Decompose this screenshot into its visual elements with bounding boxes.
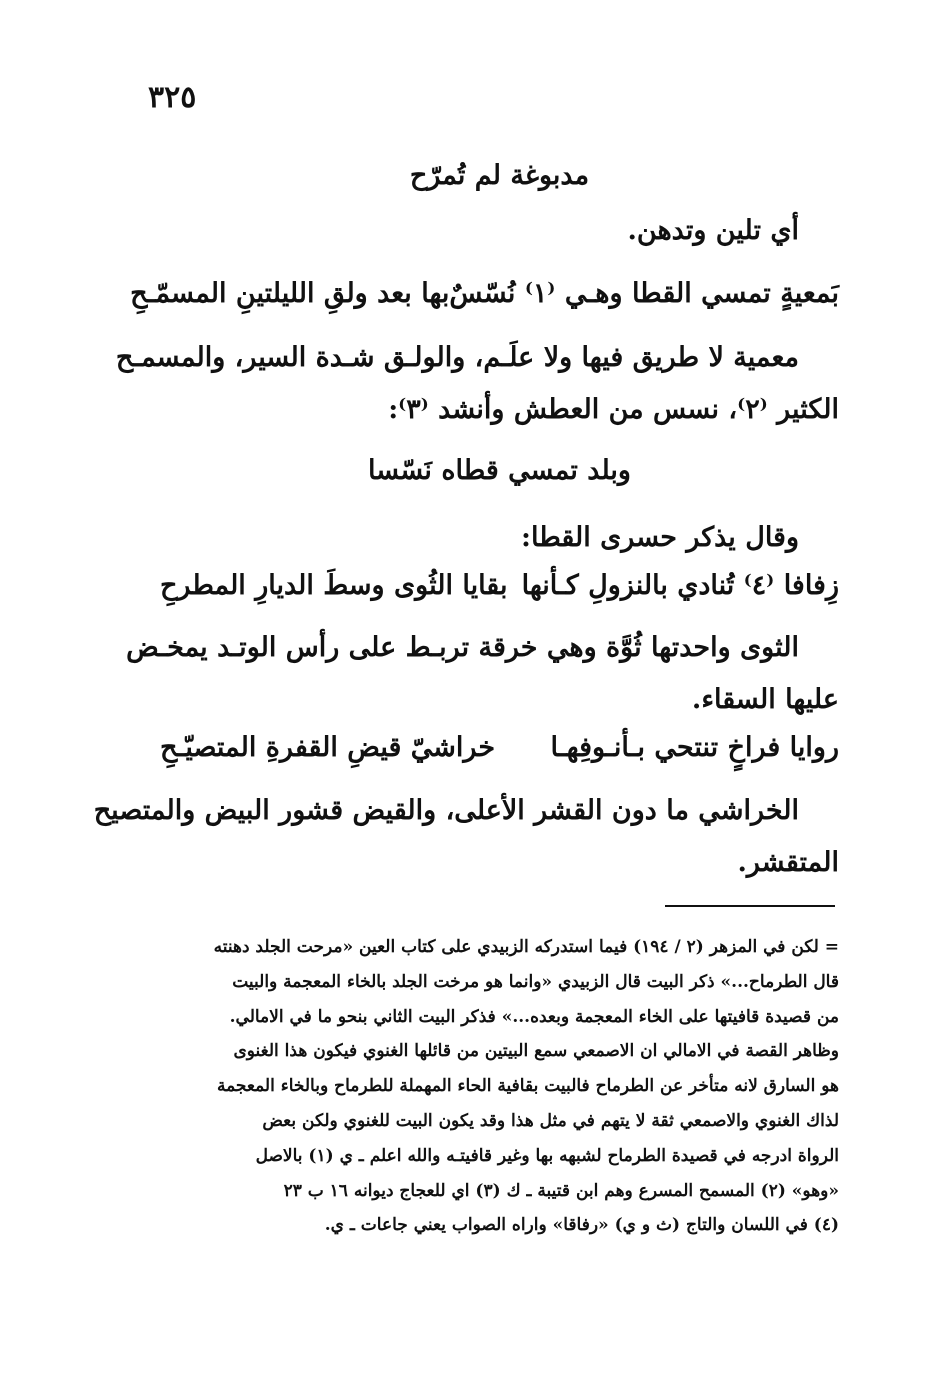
footnote-line: وظاهر القصة في الامالي ان الاصمعي سمع البيتين من قائلها الغنوي فيكون هذا الغنوى xyxy=(233,1041,839,1062)
footnote-divider xyxy=(665,905,835,907)
commentary-2-line-2: عليها السقاء. xyxy=(691,684,839,715)
verse-2 xyxy=(160,560,839,612)
commentary-1-line-2: الكثير ⁽٢⁾، نسس من العطش وأنشد ⁽٣⁾: xyxy=(388,394,839,425)
intro-line-text: وقال يذكر حسرى القطا: xyxy=(521,522,799,553)
footnote-line: (٤) في اللسان والتاج (ث و ي) «رفاقا» واراه الصواب يعني جاعات ـ ي. xyxy=(324,1215,839,1236)
verse-3-first-hemistich: روايا فراخٍ تنتحي بـأنـوفِهـا xyxy=(550,732,839,763)
commentary-3-line-2: المتقشر. xyxy=(737,847,839,878)
verse-1 xyxy=(130,268,839,320)
explanation-text: أي تلين وتدهن. xyxy=(627,215,799,246)
commentary-paragraph-2 xyxy=(126,622,839,726)
verse-3 xyxy=(160,722,839,774)
verse-2-first-hemistich: زِفافا ⁽٤⁾ تُنادي بالنزولِ كـأنها xyxy=(521,570,839,601)
footnote-line: = لكن في المزهر (٢ / ١٩٤) فيما استدركه الزبيدي على كتاب العين «مرحت الجلد دهنته xyxy=(213,937,839,957)
footnote-line: الرواة ادرجه في قصيدة الطرماح لشبهه بها وغير قافيتـه والله اعلم ـ ي (١) بالاصل xyxy=(255,1145,839,1166)
verse-1-first-hemistich: بَمعيةٍ تمسي القطا وهـي ⁽١⁾ نُسّسٌ xyxy=(449,278,839,309)
explanation-line xyxy=(160,205,799,257)
commentary-1-line-1: معمية لا طريق فيها ولا علَـم، والولـق شـدة السير، والمسمـح xyxy=(115,342,799,373)
verse-1-second-hemistich: بها بعد ولقِ الليلتينِ المسمّـحِ xyxy=(130,278,450,309)
footnote-line: لذاك الغنوي والاصمعي ثقة لا يتهم في مثل هذا وقد يكون البيت للغنوي ولكن بعض xyxy=(262,1110,839,1131)
commentary-2-line-1: الثوى واحدتها ثُوَّة وهي خرقة تربـط على رأس الوتـد يمخـض xyxy=(126,632,799,663)
page-number: ٣٢٥ xyxy=(148,80,197,115)
commentary-paragraph-3 xyxy=(93,785,839,889)
verse-fragment xyxy=(160,150,839,202)
verse-fragment-text: مدبوغة لم تُمرّح xyxy=(409,160,590,191)
commentary-paragraph-1 xyxy=(115,332,839,436)
footnote-line: «وهو» (٢) المسمح المسرع وهم ابن قتيبة ـ ك (٣) اي للعجاج ديوانه ١٦ ب ٢٣ xyxy=(283,1180,839,1201)
footnotes-block xyxy=(160,930,839,1243)
quoted-verse-text: وبلد تمسي قطاه نَسّسا xyxy=(368,455,631,486)
footnote-line: هو السارق لانه متأخر عن الطرماح فالبيت بقافية الحاء المهملة للطرماح وبالخاء المعجمة xyxy=(216,1076,839,1097)
quoted-verse xyxy=(160,445,839,497)
verse-3-second-hemistich: خراشيّ قيضِ القفرةِ المتصيّـحِ xyxy=(160,732,496,763)
intro-line xyxy=(160,512,799,564)
footnote-line: قال الطرماح...» ذكر البيت قال الزبيدي «وانما هو مرخت الجلد بالخاء المعجمة والبيت xyxy=(232,971,839,992)
footnote-line: من قصيدة قافيتها على الخاء المعجمة وبعده...» فذكر البيت الثاني بنحو ما في الامالي. xyxy=(229,1006,839,1027)
commentary-3-line-1: الخراشي ما دون القشر الأعلى، والقيض قشور البيض والمتصيح xyxy=(93,795,799,826)
verse-2-second-hemistich: بقايا الثُوى وسطَ الديارِ المطرحِ xyxy=(160,570,508,601)
